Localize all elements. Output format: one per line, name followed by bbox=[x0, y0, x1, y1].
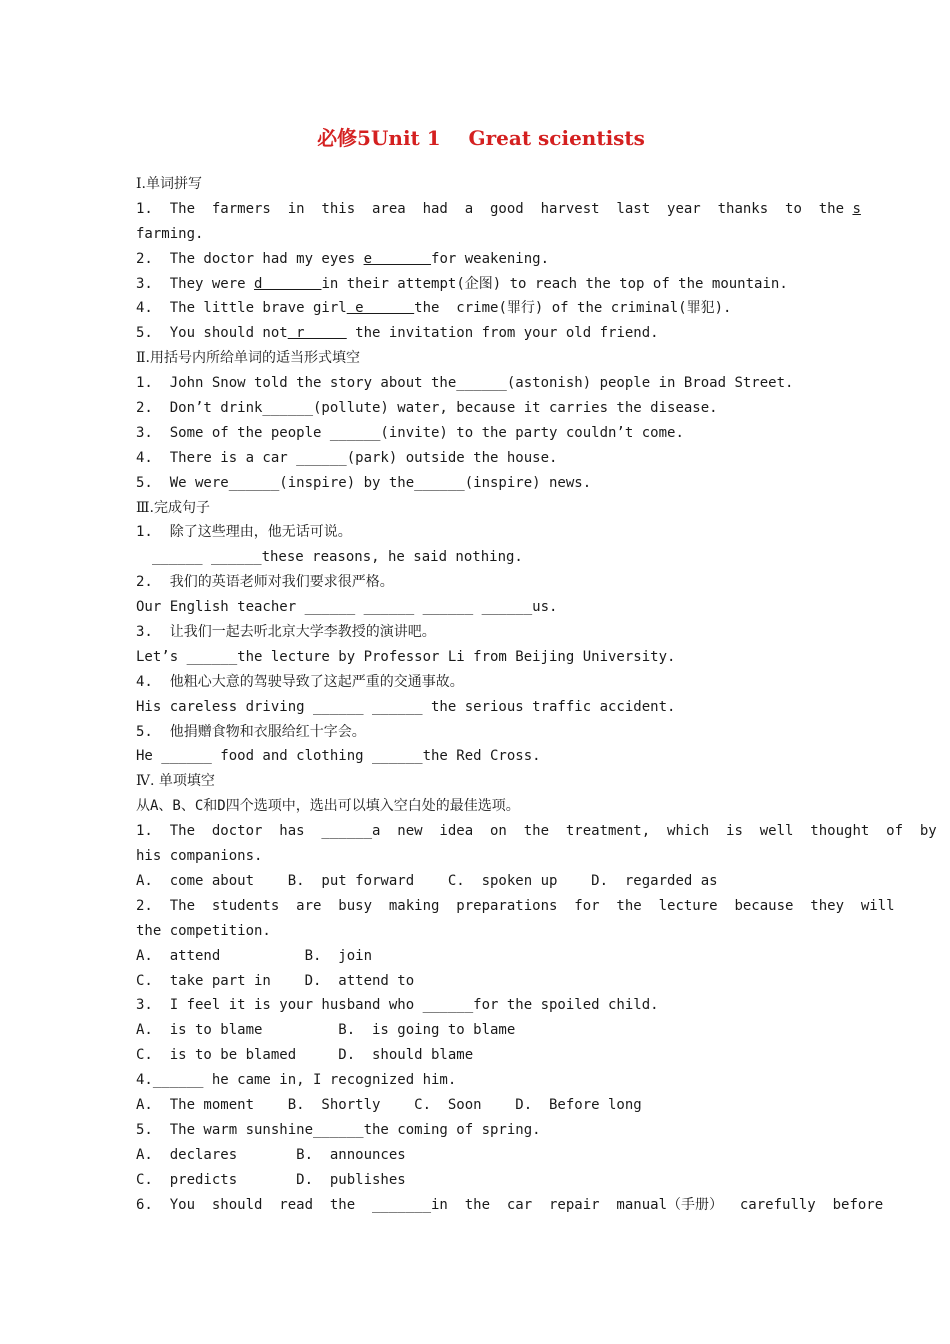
answer-options: A. attend B. join bbox=[136, 947, 373, 964]
english-sentence: His careless driving ______ ______ the serious traffic accident. bbox=[136, 698, 676, 715]
hint-blank: d bbox=[254, 275, 322, 292]
question-line: 2. The students are busy making preparations for the lecture because they will bbox=[136, 897, 895, 914]
section-heading-complete-sentences: Ⅲ.完成句子 bbox=[136, 499, 210, 516]
question-line: 5. We were______(inspire) by the______(inspire) news. bbox=[136, 474, 592, 491]
section-heading-word-forms: Ⅱ.用括号内所给单词的适当形式填空 bbox=[136, 350, 360, 367]
question-line: the competition. bbox=[136, 922, 271, 939]
chinese-prompt: 2. 我们的英语老师对我们要求很严格。 bbox=[136, 574, 394, 591]
question-line bbox=[136, 197, 861, 222]
english-sentence: He ______ food and clothing ______the Red Cross. bbox=[136, 748, 541, 765]
question-text: for weakening. bbox=[431, 250, 550, 267]
question-line: 1. John Snow told the story about the______(astonish) people in Broad Street. bbox=[136, 375, 794, 392]
question-line: 2. Don’t drink______(pollute) water, because it carries the disease. bbox=[136, 400, 718, 417]
question-text: 1. The farmers in this area had a good harvest last year thanks to the bbox=[136, 200, 853, 217]
hint-blank: e bbox=[346, 300, 415, 317]
question-line: his companions. bbox=[136, 848, 263, 865]
answer-options: A. come about B. put forward C. spoken up D. regarded as bbox=[136, 872, 718, 889]
question-line: 1. The doctor has ______a new idea on the treatment, which is well thought of by bbox=[136, 823, 937, 840]
question-line bbox=[136, 272, 826, 297]
question-line: 5. The warm sunshine______the coming of spring. bbox=[136, 1121, 541, 1138]
hint-blank: r bbox=[287, 325, 347, 342]
section-instruction: 从A、B、C和D四个选项中，选出可以填入空白处的最佳选项。 bbox=[136, 798, 520, 815]
answer-options: A. The moment B. Shortly C. Soon D. Before long bbox=[136, 1096, 642, 1113]
question-text: 4. The little brave girl bbox=[136, 300, 347, 317]
question-text: 2. The doctor had my eyes bbox=[136, 250, 364, 267]
question-line: 3. Some of the people ______(invite) to the party couldn’t come. bbox=[136, 424, 684, 441]
worksheet-page bbox=[136, 120, 937, 1217]
question-text: in their attempt(企图) to reach the top of the mountain. bbox=[321, 275, 788, 292]
english-sentence: ______ ______these reasons, he said nothing. bbox=[152, 549, 523, 566]
chinese-prompt: 4. 他粗心大意的驾驶导致了这起严重的交通事故。 bbox=[136, 673, 464, 690]
section-heading-spelling: Ⅰ.单词拼写 bbox=[136, 176, 202, 192]
question-line bbox=[136, 247, 826, 272]
question-line bbox=[136, 296, 826, 321]
question-text: 5. You should not bbox=[136, 325, 288, 342]
answer-options: A. is to blame B. is going to blame bbox=[136, 1022, 516, 1039]
chinese-prompt: 5. 他捐赠食物和衣服给红十字会。 bbox=[136, 723, 366, 740]
answer-options: C. predicts D. publishes bbox=[136, 1171, 406, 1188]
section-heading-multiple-choice: Ⅳ. 单项填空 bbox=[136, 773, 215, 790]
answer-options: A. declares B. announces bbox=[136, 1146, 406, 1163]
english-sentence: Let’s ______the lecture by Professor Li from Beijing University. bbox=[136, 648, 676, 665]
question-line: 6. You should read the _______in the car repair manual（手册） carefully before bbox=[136, 1196, 884, 1213]
hint-letter: s bbox=[852, 200, 861, 217]
chinese-prompt: 3. 让我们一起去听北京大学李教授的演讲吧。 bbox=[136, 624, 436, 641]
chinese-prompt: 1. 除了这些理由，他无话可说。 bbox=[136, 524, 352, 541]
question-text: 3. They were bbox=[136, 275, 255, 292]
question-line: 3. I feel it is your husband who ______for the spoiled child. bbox=[136, 997, 659, 1014]
question-text: the invitation from your old friend. bbox=[346, 325, 659, 342]
english-sentence: Our English teacher ______ ______ ______ ______us. bbox=[136, 599, 558, 616]
question-line: 4.______ he came in, I recognized him. bbox=[136, 1072, 457, 1089]
answer-options: C. take part in D. attend to bbox=[136, 972, 415, 989]
hint-blank: e bbox=[363, 250, 432, 267]
question-text: the crime(罪行) of the criminal(罪犯). bbox=[414, 300, 732, 317]
question-line: farming. bbox=[136, 225, 204, 242]
answer-options: C. is to be blamed D. should blame bbox=[136, 1047, 474, 1064]
question-line: 4. There is a car ______(park) outside the house. bbox=[136, 449, 558, 466]
question-line bbox=[136, 321, 826, 346]
page-title: 必修5Unit 1 Great scientists bbox=[317, 126, 645, 150]
